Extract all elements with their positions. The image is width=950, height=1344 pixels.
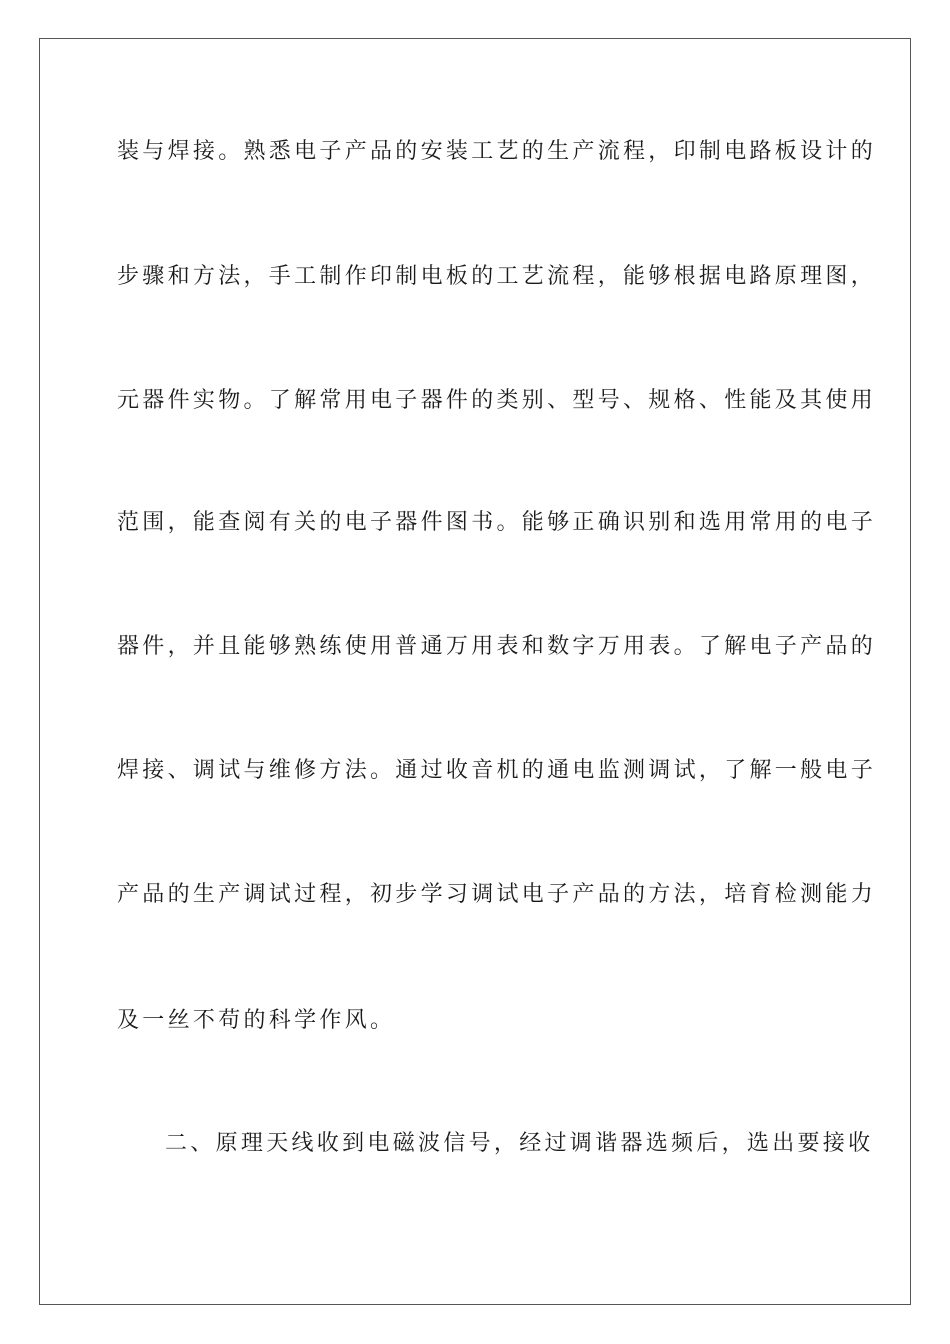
text-line: 焊接、调试与维修方法。通过收音机的通电监测调试，了解一般电子 [117, 758, 877, 783]
text-line: 产品的生产调试过程，初步学习调试电子产品的方法，培育检测能力 [117, 882, 877, 907]
page-border [39, 38, 911, 1305]
text-line: 步骤和方法，手工制作印制电板的工艺流程，能够根据电路原理图， [117, 264, 877, 289]
text-line: 装与焊接。熟悉电子产品的安装工艺的生产流程，印制电路板设计的 [117, 139, 877, 164]
text-line: 二、原理天线收到电磁波信号，经过调谐器选频后，选出要接收 [165, 1131, 874, 1156]
text-line: 器件，并且能够熟练使用普通万用表和数字万用表。了解电子产品的 [117, 634, 877, 659]
text-line: 元器件实物。了解常用电子器件的类别、型号、规格、性能及其使用 [117, 388, 877, 413]
text-line: 范围，能查阅有关的电子器件图书。能够正确识别和选用常用的电子 [117, 510, 877, 535]
text-line: 及一丝不苟的科学作风。 [117, 1008, 396, 1033]
